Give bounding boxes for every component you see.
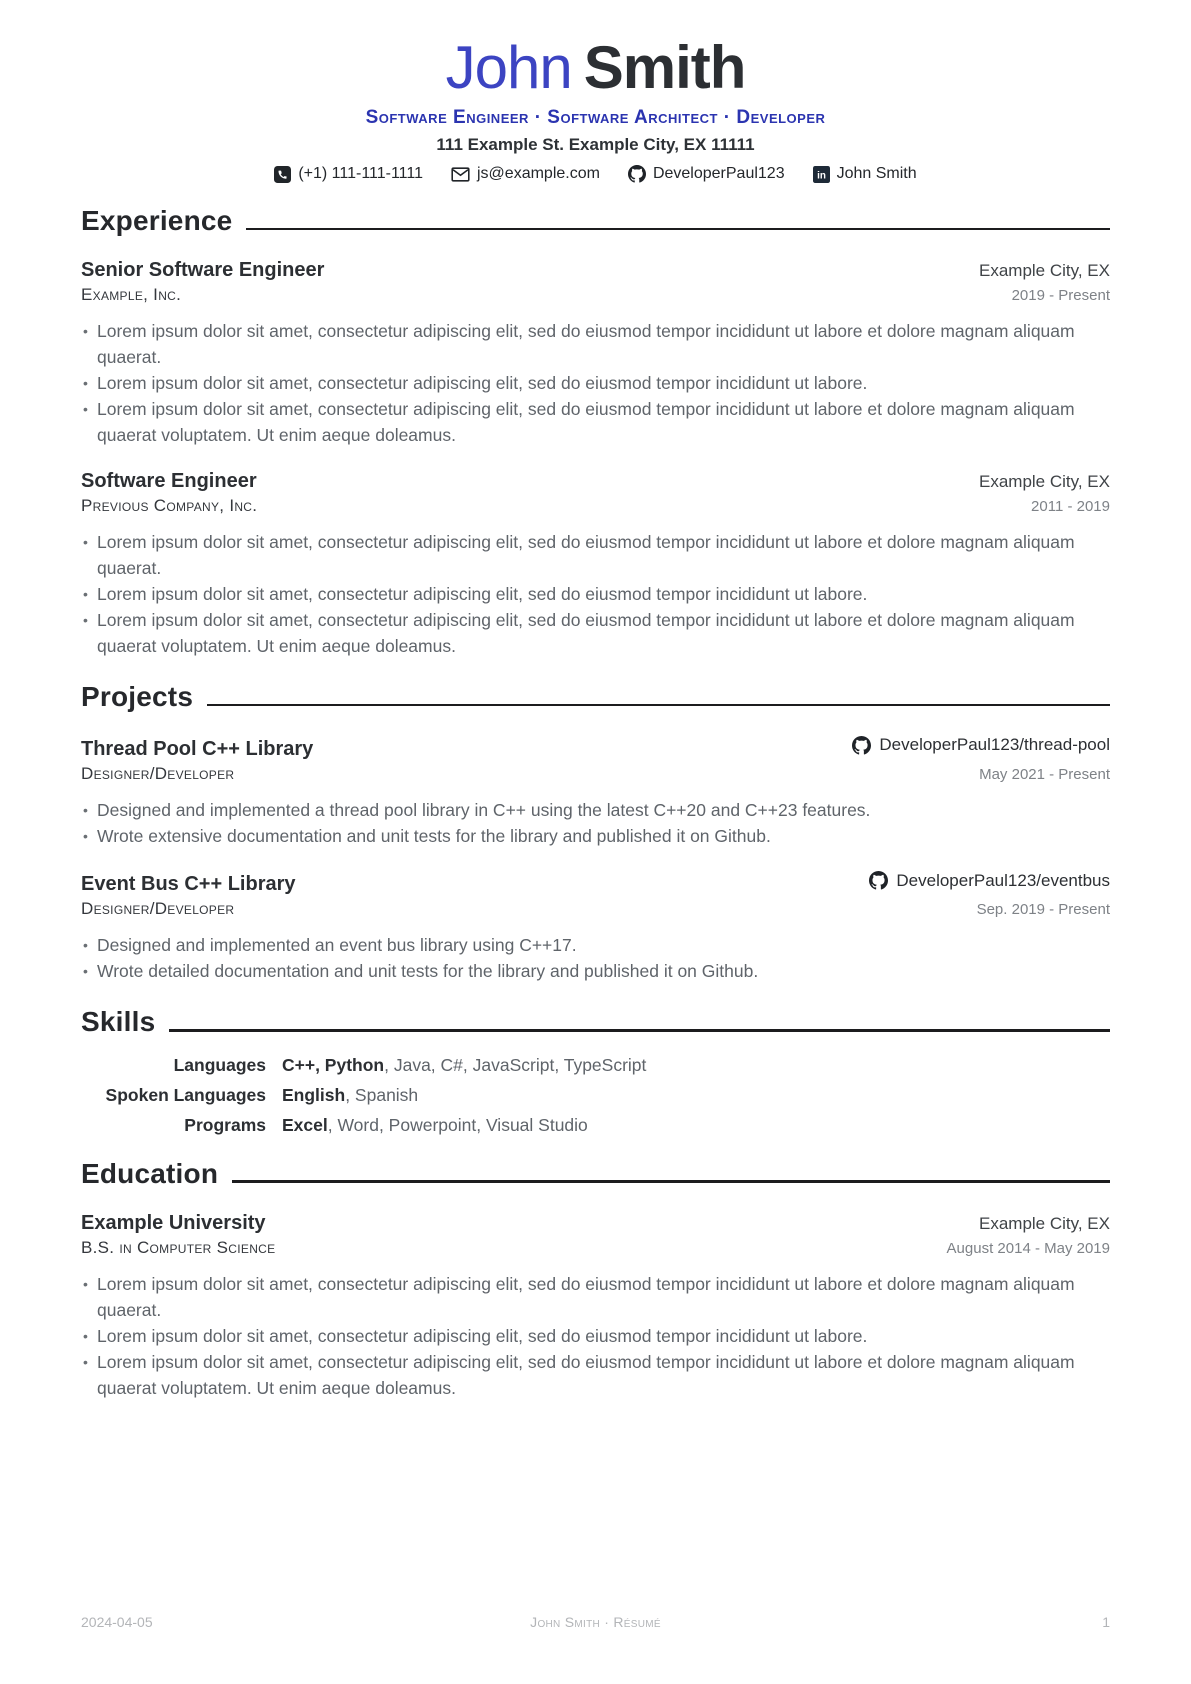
repo-name: DeveloperPaul123/thread-pool xyxy=(879,735,1110,755)
job-dates: 2019 - Present xyxy=(1011,287,1110,305)
experience-entry-1 xyxy=(81,259,1110,448)
contact-row xyxy=(81,165,1110,183)
github-icon xyxy=(869,871,888,890)
section-head-education xyxy=(81,1158,1110,1190)
project-dates: May 2021 - Present xyxy=(979,765,1110,783)
education-entry-1 xyxy=(81,1212,1110,1401)
project-bullet-list xyxy=(81,797,1110,849)
full-name xyxy=(81,34,1110,101)
project-entry-2 xyxy=(81,871,1110,985)
skill-values-rest: , Spanish xyxy=(345,1084,419,1105)
job-company: Previous Company, Inc. xyxy=(81,496,258,516)
skill-values xyxy=(282,1085,418,1106)
email-address: js@example.com xyxy=(477,165,600,182)
job-title: Software Engineer xyxy=(81,470,257,493)
skill-label: Spoken Languages xyxy=(105,1084,266,1105)
school-name: Example University xyxy=(81,1211,266,1234)
degree: B.S. in Computer Science xyxy=(81,1237,276,1257)
street-address: 111 Example St. Example City, EX 11111 xyxy=(436,135,755,154)
skill-row-programs xyxy=(81,1115,1110,1136)
bullet-item: • Lorem ipsum dolor sit amet, consectetur adipiscing elit, sed do eiusmod tempor incididunt ut labore. xyxy=(81,370,1110,396)
bullet-item: • Wrote detailed documentation and unit tests for the library and published it on Github. xyxy=(81,958,1110,984)
section-title-skills: Skills xyxy=(81,1006,156,1038)
school-location: Example City, EX xyxy=(978,1213,1110,1233)
section-head-experience xyxy=(81,205,1110,237)
skill-values-rest: , Java, C#, JavaScript, TypeScript xyxy=(384,1054,647,1075)
skill-row-spoken-languages xyxy=(81,1085,1110,1106)
skill-values-rest: , Word, Powerpoint, Visual Studio xyxy=(327,1114,588,1135)
bullet-item: • Lorem ipsum dolor sit amet, consectetur adipiscing elit, sed do eiusmod tempor incididunt ut labore et dolore magnam aliquam quaerat. xyxy=(81,318,1110,370)
section-skills xyxy=(81,1006,1110,1135)
project-entry-1 xyxy=(81,735,1110,849)
job-dates: 2011 - 2019 xyxy=(1031,498,1110,516)
section-experience xyxy=(81,205,1110,659)
section-title-education: Education xyxy=(81,1157,219,1189)
project-repo-link[interactable] xyxy=(869,871,1110,891)
job-location: Example City, EX xyxy=(978,261,1110,281)
section-rule xyxy=(169,1029,1110,1032)
job-bullet-list xyxy=(81,529,1110,659)
bullet-item: • Wrote extensive documentation and unit tests for the library and published it on Github. xyxy=(81,823,1110,849)
linkedin-link[interactable] xyxy=(813,165,917,183)
svg-text:in: in xyxy=(816,169,826,181)
project-role: Designer/Developer xyxy=(81,899,235,919)
phone-icon xyxy=(274,166,291,183)
footer-date: 2024-04-05 xyxy=(81,1614,153,1630)
section-projects xyxy=(81,681,1110,984)
skill-values xyxy=(282,1055,646,1076)
linkedin-icon xyxy=(813,166,830,183)
skill-label: Programs xyxy=(184,1114,266,1135)
bullet-item: • Lorem ipsum dolor sit amet, consectetur adipiscing elit, sed do eiusmod tempor incididunt ut labore et dolore magnam aliquam quaerat voluptatem. Ut enim aeque doleamus. xyxy=(81,396,1110,448)
skill-values xyxy=(282,1115,588,1136)
repo-name: DeveloperPaul123/eventbus xyxy=(896,870,1110,890)
section-head-skills xyxy=(81,1006,1110,1038)
job-bullet-list xyxy=(81,318,1110,448)
bullet-item: • Lorem ipsum dolor sit amet, consectetur adipiscing elit, sed do eiusmod tempor incididunt ut labore et dolore magnam aliquam quaerat voluptatem. Ut enim aeque doleamus. xyxy=(81,607,1110,659)
job-title: Senior Software Engineer xyxy=(81,259,325,282)
project-bullet-list xyxy=(81,932,1110,984)
bullet-item: • Lorem ipsum dolor sit amet, consectetur adipiscing elit, sed do eiusmod tempor incididunt ut labore et dolore magnam aliquam quaerat. xyxy=(81,1271,1110,1323)
section-title-projects: Projects xyxy=(81,681,194,713)
project-repo-link[interactable] xyxy=(852,735,1110,755)
section-rule xyxy=(232,1180,1110,1183)
bullet-item: • Designed and implemented a thread pool library in C++ using the latest C++20 and C++23 features. xyxy=(81,797,1110,823)
skills-table xyxy=(81,1055,1110,1136)
project-name: Event Bus C++ Library xyxy=(81,873,296,896)
bullet-item: • Lorem ipsum dolor sit amet, consectetur adipiscing elit, sed do eiusmod tempor incididunt ut labore et dolore magnam aliquam quaerat. xyxy=(81,529,1110,581)
bullet-item: • Lorem ipsum dolor sit amet, consectetur adipiscing elit, sed do eiusmod tempor incididunt ut labore et dolore magnam aliquam quaerat voluptatem. Ut enim aeque doleamus. xyxy=(81,1349,1110,1401)
section-head-projects xyxy=(81,681,1110,713)
project-role: Designer/Developer xyxy=(81,763,235,783)
section-education xyxy=(81,1158,1110,1401)
phone-number: (+1) 111-111-1111 xyxy=(298,165,423,182)
job-company: Example, Inc. xyxy=(81,285,182,305)
email-icon xyxy=(451,167,470,182)
last-name: Smith xyxy=(583,34,746,101)
skill-label: Languages xyxy=(173,1054,266,1075)
first-name: John xyxy=(445,34,572,101)
experience-entry-2 xyxy=(81,470,1110,659)
skill-values-strong: English xyxy=(282,1084,346,1105)
skill-row-languages xyxy=(81,1055,1110,1076)
github-icon xyxy=(852,736,871,755)
section-rule xyxy=(207,704,1110,707)
footer-page-number: 1 xyxy=(1102,1614,1110,1630)
education-bullet-list xyxy=(81,1271,1110,1401)
linkedin-name: John Smith xyxy=(836,165,917,182)
github-username: DeveloperPaul123 xyxy=(652,165,785,182)
section-rule xyxy=(246,228,1110,231)
section-title-experience: Experience xyxy=(81,205,233,236)
github-link[interactable] xyxy=(628,165,785,183)
bullet-item: • Lorem ipsum dolor sit amet, consectetur adipiscing elit, sed do eiusmod tempor incididunt ut labore. xyxy=(81,581,1110,607)
footer-title: John Smith · Résumé xyxy=(530,1614,661,1630)
skill-values-strong: C++, Python xyxy=(282,1054,385,1075)
project-dates: Sep. 2019 - Present xyxy=(976,901,1110,919)
school-dates: August 2014 - May 2019 xyxy=(946,1239,1110,1257)
email-link[interactable] xyxy=(451,165,600,183)
project-name: Thread Pool C++ Library xyxy=(81,737,314,760)
bullet-item: • Designed and implemented an event bus library using C++17. xyxy=(81,932,1110,958)
job-tagline: Software Engineer · Software Architect · Developer xyxy=(365,107,826,128)
phone-link[interactable] xyxy=(274,165,423,183)
skill-values-strong: Excel xyxy=(282,1114,328,1135)
page-footer xyxy=(81,1614,1110,1630)
job-location: Example City, EX xyxy=(978,472,1110,492)
bullet-item: • Lorem ipsum dolor sit amet, consectetur adipiscing elit, sed do eiusmod tempor incididunt ut labore. xyxy=(81,1323,1110,1349)
github-icon xyxy=(628,165,646,183)
